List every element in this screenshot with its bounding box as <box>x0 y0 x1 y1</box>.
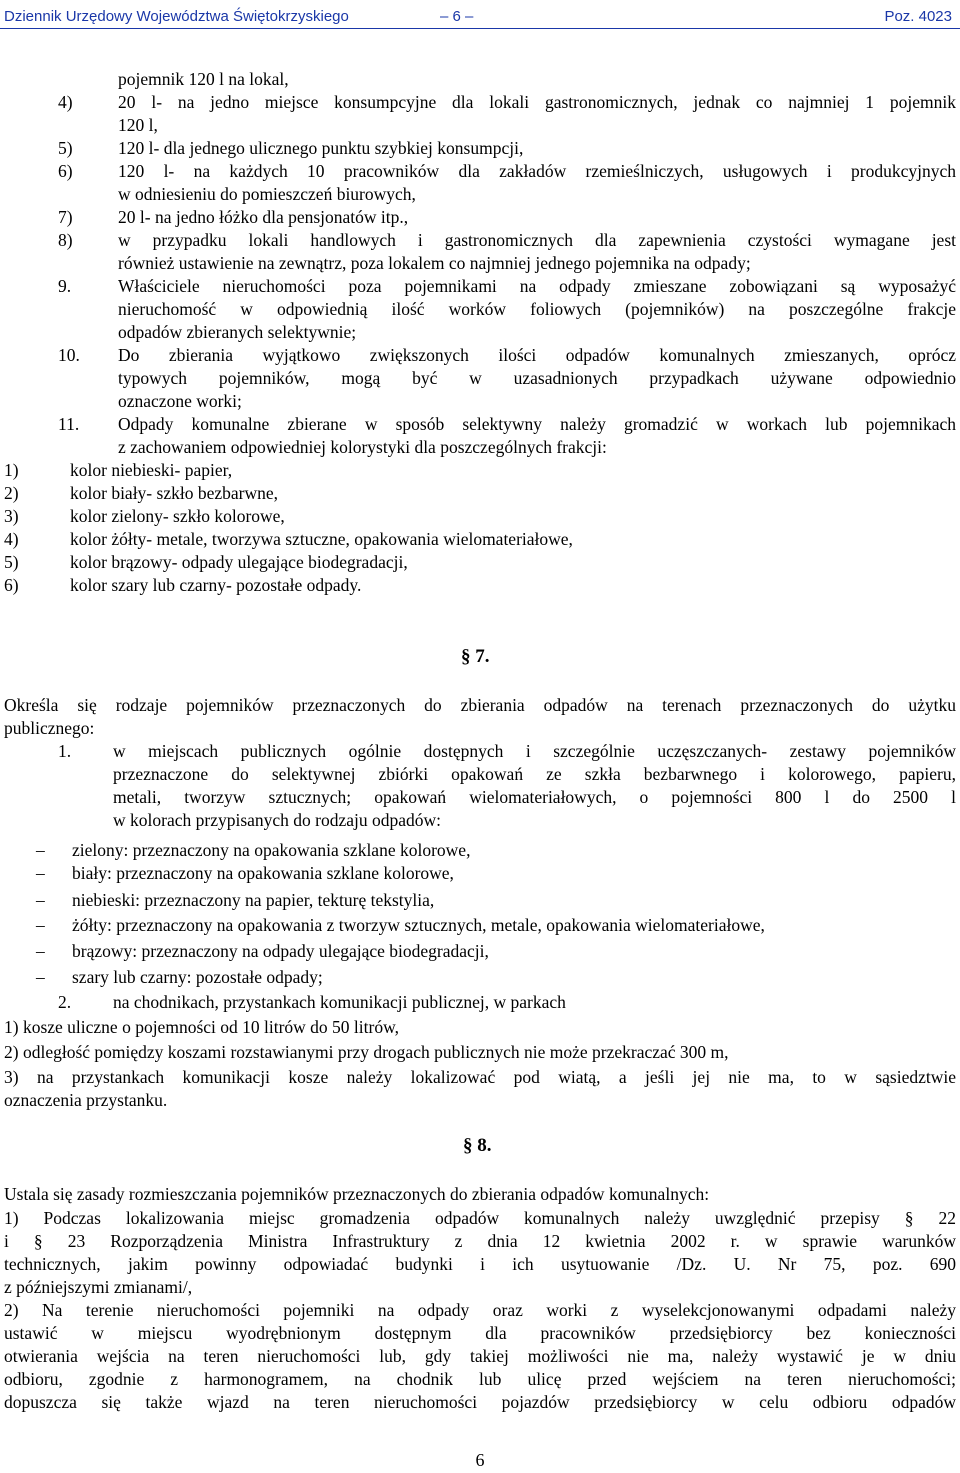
list-item-text: również ustawienie na zewnątrz, poza lokalem co najmniej jednego pojemnika na odpady; <box>118 253 751 273</box>
section-8-text: dopuszcza się także wjazd na teren nieruchomości pojazdów przedsiębiorcy w celu odbioru odpadów <box>4 1392 956 1412</box>
list-item-number: 7) <box>58 207 73 227</box>
journal-title: Dziennik Urzędowy Województwa Świętokrzyskiego <box>4 8 349 25</box>
section-8-text: otwierania wejścia na teren nieruchomości lub, gdy takiej możliwości nie ma, należy wystawić je w dniu <box>4 1346 956 1366</box>
color-item-text: kolor żółty- metale, tworzywa sztuczne, opakowania wielomateriałowe, <box>70 529 573 549</box>
section-8-heading: § 8. <box>463 1135 492 1156</box>
color-item-text: kolor szary lub czarny- pozostałe odpady. <box>70 575 362 595</box>
item-number: 11. <box>58 414 80 434</box>
dash-item-text: biały: przeznaczony na opakowania szklane kolorowe, <box>72 863 454 883</box>
header-rule <box>0 28 960 29</box>
point-number: 2. <box>58 992 72 1012</box>
page-number: 6 <box>475 1450 485 1470</box>
section-8-text: i § 23 Rozporządzenia Ministra Infrastruktury z dnia 12 kwietnia 2002 r. w sprawie warunków <box>4 1231 956 1251</box>
dash-bullet: – <box>36 915 45 935</box>
section-7-intro: publicznego: <box>4 718 95 738</box>
section-8-text: 1) Podczas lokalizowania miejsc gromadzenia odpadów komunalnych należy uwzględnić przepisy § 22 <box>4 1208 956 1228</box>
item-number: 10. <box>58 345 80 365</box>
list-item-number: 4) <box>58 92 73 112</box>
list-item-text: 120 l- na każdych 10 pracowników dla zakładów rzemieślniczych, usługowych i produkcyjnych <box>118 161 956 181</box>
section-8-intro: Ustala się zasady rozmieszczania pojemników przeznaczonych do zbierania odpadów komunalnych: <box>4 1184 710 1204</box>
color-item-number: 4) <box>4 529 19 549</box>
point-text: na chodnikach, przystankach komunikacji publicznej, w parkach <box>113 992 566 1012</box>
point-text: przeznaczone do selektywnej zbiórki opakowań ze szkła bezbarwnego i kolorowego, papieru, <box>113 764 956 784</box>
point-text: w miejscach publicznych ogólnie dostępnych i szczególnie uczęszczanych- zestawy pojemników <box>113 741 956 761</box>
list-item-text: 20 l- na jedno łóżko dla pensjonatów itp., <box>118 207 409 227</box>
list-item-text: pojemnik 120 l na lokal, <box>118 69 289 89</box>
dash-bullet: – <box>36 840 45 860</box>
dash-bullet: – <box>36 890 45 910</box>
page-header <box>0 0 960 28</box>
color-item-number: 3) <box>4 506 19 526</box>
item-text: z zachowaniem odpowiedniej kolorystyki dla poszczególnych frakcji: <box>118 437 607 457</box>
dash-bullet: – <box>36 863 45 883</box>
list-item-text: 20 l- na jedno miejsce konsumpcyjne dla lokali gastronomicznych, jednak co najmniej 1 pojemnik <box>118 92 956 112</box>
dash-bullet: – <box>36 941 45 961</box>
section-8-text: technicznych, jakim powinny odpowiadać budynki i ich usytuowanie /Dz. U. Nr 75, poz. 690 <box>4 1254 956 1274</box>
sub-item-text: oznaczenia przystanku. <box>4 1090 168 1110</box>
item-text: Odpady komunalne zbierane w sposób selektywny należy gromadzić w workach lub pojemnikach <box>118 414 956 434</box>
dash-bullet: – <box>36 967 45 987</box>
section-8-text: z późniejszymi zmianami/, <box>4 1277 193 1297</box>
color-item-number: 6) <box>4 575 19 595</box>
list-item-number: 6) <box>58 161 73 181</box>
list-item-text: w przypadku lokali handlowych i gastronomicznych dla zapewnienia czystości wymagane jest <box>118 230 956 250</box>
item-text: Właściciele nieruchomości poza pojemnikami na odpady zmieszane zobowiązani są wyposażyć <box>118 276 956 296</box>
item-text: typowych pojemników, mogą być w uzasadnionych przypadkach używane odpowiednio <box>118 368 956 388</box>
section-7-intro: Określa się rodzaje pojemników przeznaczonych do zbierania odpadów na terenach przeznaczonych do użytku <box>4 695 956 715</box>
item-text: oznaczone worki; <box>118 391 242 411</box>
color-item-text: kolor niebieski- papier, <box>70 460 233 480</box>
color-item-number: 1) <box>4 460 19 480</box>
header-page-center: – 6 – <box>440 8 474 25</box>
section-7-heading: § 7. <box>461 646 490 667</box>
item-number: 9. <box>58 276 72 296</box>
color-item-number: 5) <box>4 552 19 572</box>
sub-item-text: 2) odległość pomiędzy koszami rozstawianymi przy drogach publicznych nie może przekraczać 300 m, <box>4 1042 729 1062</box>
color-item-number: 2) <box>4 483 19 503</box>
sub-item-text: 3) na przystankach komunikacji kosze należy lokalizować pod wiatą, a jeśli jej nie ma, to w sąsiedztwie <box>4 1067 956 1087</box>
header-position-ref: Poz. 4023 <box>884 8 952 25</box>
item-text: Do zbierania wyjątkowo zwiększonych ilości odpadów komunalnych zmieszanych, oprócz <box>118 345 956 365</box>
point-number: 1. <box>58 741 72 761</box>
sub-item-text: 1) kosze uliczne o pojemności od 10 litrów do 50 litrów, <box>4 1017 399 1037</box>
item-text: odpadów zbieranych selektywnie; <box>118 322 357 342</box>
color-item-text: kolor biały- szkło bezbarwne, <box>70 483 278 503</box>
list-item-number: 5) <box>58 138 73 158</box>
section-8-text: 2) Na terenie nieruchomości pojemniki na odpady oraz worki z wyselekcjonowanymi odpadami należy <box>4 1300 956 1320</box>
section-8-text: ustawić w miejscu wyodrębnionym dostępnym dla pracowników przedsiębiorcy bez konieczności <box>4 1323 956 1343</box>
list-item-number: 8) <box>58 230 73 250</box>
list-item-text: w odniesieniu do pomieszczeń biurowych, <box>118 184 416 204</box>
list-item-text: 120 l- dla jednego ulicznego punktu szybkiej konsumpcji, <box>118 138 524 158</box>
color-item-text: kolor brązowy- odpady ulegające biodegradacji, <box>70 552 408 572</box>
point-text: w kolorach przypisanych do rodzaju odpadów: <box>113 810 442 830</box>
dash-item-text: szary lub czarny: pozostałe odpady; <box>72 967 323 987</box>
dash-item-text: żółty: przeznaczony na opakowania z tworzyw sztucznych, metale, opakowania wielomateriałowe, <box>72 915 765 935</box>
dash-item-text: brązowy: przeznaczony na odpady ulegające biodegradacji, <box>72 941 489 961</box>
color-item-text: kolor zielony- szkło kolorowe, <box>70 506 285 526</box>
section-8-text: odbioru, zgodnie z harmonogramem, na chodnik lub ulicę przed wejściem na teren nieruchomości; <box>4 1369 956 1389</box>
dash-item-text: niebieski: przeznaczony na papier, tekturę tekstylia, <box>72 890 435 910</box>
list-item-text: 120 l, <box>118 115 158 135</box>
point-text: metali, tworzyw sztucznych; opakowań wielomateriałowych, o pojemności 800 l do 2500 l <box>113 787 956 807</box>
dash-item-text: zielony: przeznaczony na opakowania szklane kolorowe, <box>72 840 471 860</box>
item-text: nieruchomość w odpowiednią ilość worków foliowych (pojemników) na poszczególne frakcje <box>118 299 956 319</box>
